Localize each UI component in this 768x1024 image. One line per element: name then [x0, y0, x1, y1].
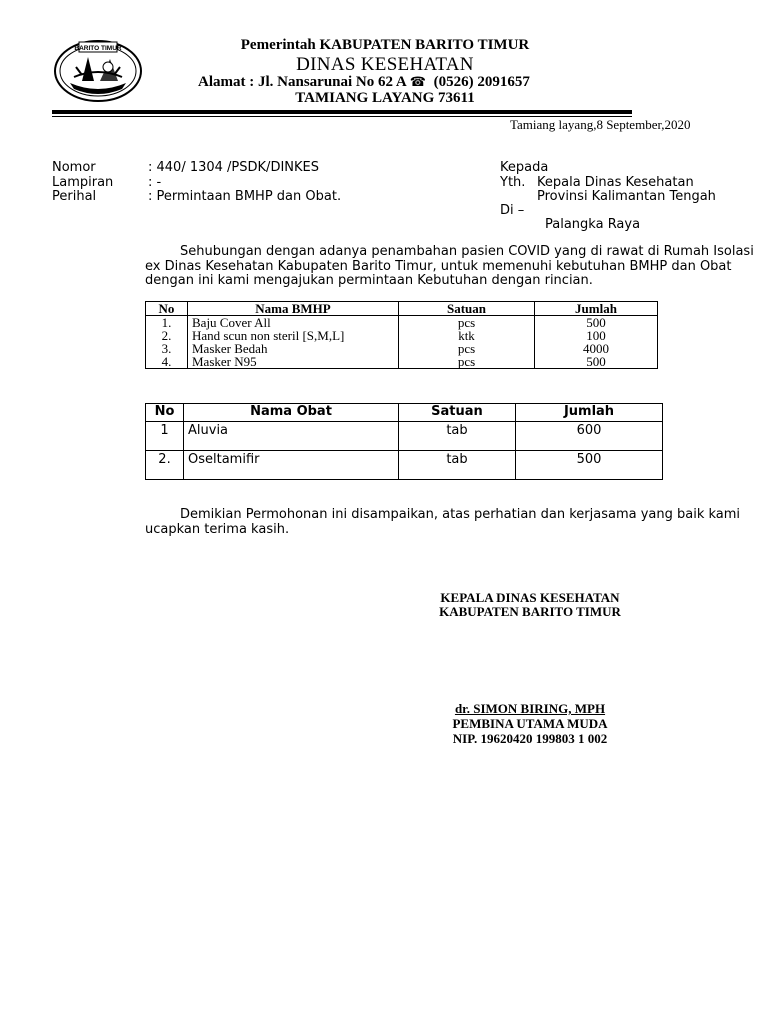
letterhead-rule-thick [52, 110, 632, 114]
table-obat [145, 403, 663, 480]
letterhead-office: DINAS KESEHATAN [296, 54, 474, 75]
signature-nip: NIP. 19620420 199803 1 002 [452, 731, 608, 746]
recipient-province: Provinsi Kalimantan Tengah [537, 189, 716, 204]
table-row [146, 316, 658, 330]
table-cell-jumlah: 4000 [535, 342, 658, 355]
table-cell-nama: Oseltamifir [184, 451, 399, 480]
recipient-yth: Yth. [500, 175, 526, 190]
meta-value-perihal: : Permintaan BMHP dan Obat. [148, 189, 342, 204]
table-cell-no: 3. [146, 342, 188, 355]
table-row [146, 422, 663, 451]
letterhead-city: TAMIANG LAYANG 73611 [295, 90, 475, 106]
table-cell-satuan: tab [399, 451, 516, 480]
meta-value-lampiran: : - [148, 175, 162, 190]
table-bmhp-header-jumlah: Jumlah [535, 302, 658, 316]
recipient-di: Di – [500, 203, 525, 218]
table-bmhp-header [146, 302, 658, 316]
signature-title-1: KEPALA DINAS KESEHATAN [440, 590, 620, 605]
meta-value-nomor: : 440/ 1304 /PSDK/DINKES [148, 160, 319, 175]
closing-line-2: ucapkan terima kasih. [145, 522, 290, 537]
intro-line-2: ex Dinas Kesehatan Kabupaten Barito Timur, untuk memenuhi kebutuhan BMHP dan Obat [145, 259, 732, 274]
signature-name: dr. SIMON BIRING, MPH [454, 701, 606, 716]
table-obat-header-nama: Nama Obat [184, 404, 399, 422]
table-cell-satuan: tab [399, 422, 516, 451]
phone-number: (0526) 2091657 [433, 74, 530, 90]
letterhead-government: Pemerintah KABUPATEN BARITO TIMUR [240, 37, 530, 53]
table-cell-no: 1 [146, 422, 184, 451]
table-row [146, 451, 663, 480]
table-cell-jumlah: 100 [535, 329, 658, 342]
logo-text: BARITO TIMUR [74, 45, 122, 52]
address-text: Alamat : Jl. Nansarunai No 62 A [198, 74, 406, 90]
table-cell-nama: Aluvia [184, 422, 399, 451]
phone-icon: ☎ [409, 75, 426, 90]
table-obat-header-jumlah: Jumlah [516, 404, 663, 422]
table-cell-satuan: pcs [399, 355, 535, 369]
recipient-name: Kepala Dinas Kesehatan [537, 175, 694, 190]
table-bmhp [145, 301, 658, 369]
meta-label-perihal: Perihal [52, 189, 97, 204]
table-cell-jumlah: 500 [516, 451, 663, 480]
table-obat-header-no: No [146, 404, 184, 422]
table-cell-no: 2. [146, 451, 184, 480]
signature-rank: PEMBINA UTAMA MUDA [452, 716, 608, 731]
table-cell-no: 1. [146, 316, 188, 330]
table-cell-no: 4. [146, 355, 188, 369]
letter-date: Tamiang layang,8 September,2020 [510, 117, 691, 132]
table-bmhp-header-no: No [146, 302, 188, 316]
meta-label-lampiran: Lampiran [52, 175, 114, 190]
table-cell-no: 2. [146, 329, 188, 342]
signature-title-2: KABUPATEN BARITO TIMUR [439, 604, 621, 619]
closing-line-1: Demikian Permohonan ini disampaikan, atas perhatian dan kerjasama yang baik kami [180, 507, 741, 522]
table-cell-satuan: pcs [399, 316, 535, 330]
table-obat-header [146, 404, 663, 422]
table-cell-jumlah: 500 [535, 355, 658, 369]
intro-line-3: dengan ini kami mengajukan permintaan Kebutuhan dengan rincian. [145, 273, 593, 288]
letterhead-address [198, 74, 618, 91]
table-cell-nama: Masker Bedah [188, 342, 399, 355]
meta-label-nomor: Nomor [52, 160, 96, 175]
table-cell-nama: Baju Cover All [188, 316, 399, 330]
recipient-city: Palangka Raya [545, 217, 641, 232]
table-bmhp-header-satuan: Satuan [399, 302, 535, 316]
table-cell-satuan: pcs [399, 342, 535, 355]
table-cell-nama: Hand scun non steril [S,M,L] [188, 329, 399, 342]
table-row [146, 355, 658, 369]
table-cell-nama: Masker N95 [188, 355, 399, 369]
table-cell-satuan: ktk [399, 329, 535, 342]
table-cell-jumlah: 500 [535, 316, 658, 330]
table-bmhp-header-nama: Nama BMHP [188, 302, 399, 316]
barito-timur-logo [52, 37, 144, 103]
intro-line-1: Sehubungan dengan adanya penambahan pasien COVID yang di rawat di Rumah Isolasi [180, 244, 754, 259]
table-cell-jumlah: 600 [516, 422, 663, 451]
table-obat-header-satuan: Satuan [399, 404, 516, 422]
recipient-kepada: Kepada [500, 160, 549, 175]
